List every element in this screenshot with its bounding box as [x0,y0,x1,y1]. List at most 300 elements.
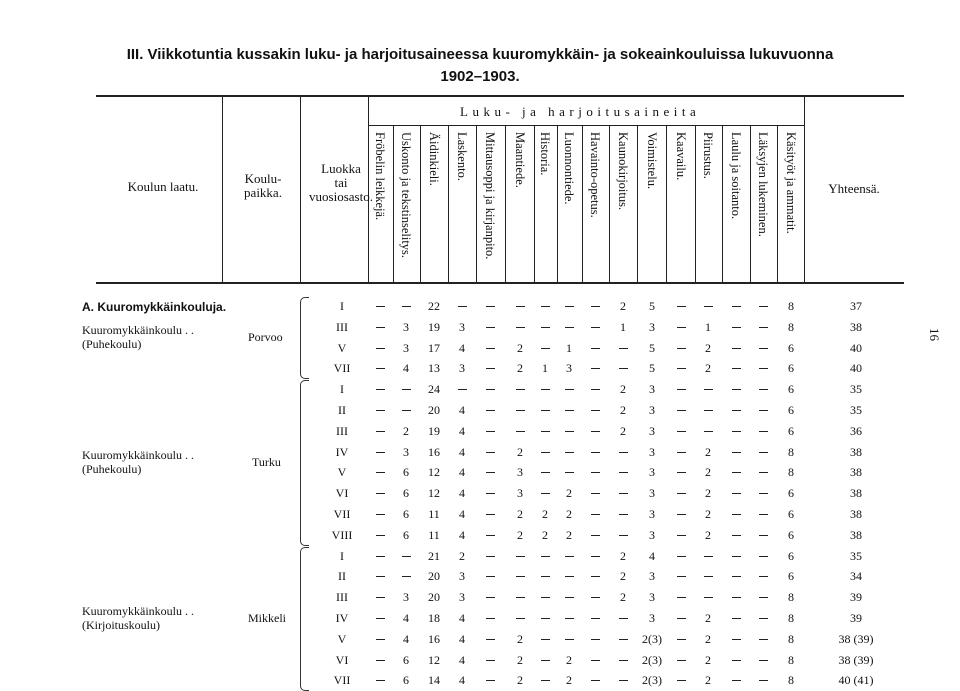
empty-cell-dash [565,389,574,390]
grade-label: II [338,569,346,584]
empty-cell-dash [704,431,713,432]
hours-cell: 6 [403,527,409,542]
grade-label: V [337,465,347,480]
empty-cell-dash [565,576,574,577]
empty-cell-dash [516,431,525,432]
empty-cell-dash [759,514,768,515]
hours-cell: 12 [428,465,440,480]
empty-cell-dash [732,348,741,349]
empty-cell-dash [376,618,385,619]
hours-cell: 2 [517,507,523,521]
empty-cell-dash [732,680,741,681]
hours-cell: 4 [459,465,465,480]
hours-cell: 6 [788,569,794,584]
empty-cell-dash [759,368,768,369]
empty-cell-dash [516,576,525,577]
hours-cell: 2 [705,486,711,501]
subject-header: Piirustus. [701,132,715,179]
empty-cell-dash [565,452,574,453]
empty-cell-dash [565,618,574,619]
empty-cell-dash [677,493,686,494]
hours-cell: 4 [459,444,465,459]
empty-cell-dash [402,389,411,390]
table-rule [666,125,667,283]
empty-cell-dash [732,410,741,411]
hours-cell: 2 [620,382,626,397]
row-total: 38 [850,507,862,521]
grade-label: III [336,423,348,438]
empty-cell-dash [541,576,550,577]
hours-cell: 2 [517,527,523,542]
hours-cell: 2 [542,507,548,521]
hours-cell: 3 [403,590,409,605]
empty-cell-dash [516,618,525,619]
table-title [0,46,960,63]
empty-cell-dash [591,348,600,349]
empty-cell-dash [486,535,495,536]
hours-cell: 2 [705,652,711,667]
empty-cell-dash [541,410,550,411]
hours-cell: 12 [428,486,440,501]
empty-cell-dash [677,576,686,577]
hours-cell: 4 [459,611,465,625]
hours-cell: 2 [517,444,523,459]
subject-header: Uskonto ja tekstinselitys. [399,132,413,259]
hours-cell: 6 [788,382,794,397]
table-rule [722,125,723,283]
empty-cell-dash [732,472,741,473]
empty-cell-dash [732,597,741,598]
grade-label: VII [333,673,351,688]
empty-cell-dash [732,368,741,369]
hours-cell: 24 [428,382,440,397]
hours-cell: 1 [542,361,548,376]
grade-label: VII [333,361,351,376]
table-rule [557,125,558,283]
hours-cell: 8 [788,319,794,334]
grade-label: VI [335,652,349,667]
table-rule [534,125,535,283]
hours-cell: 14 [428,673,440,688]
empty-cell-dash [591,556,600,557]
hours-cell: 6 [403,465,409,480]
hours-cell: 3 [403,444,409,459]
table-rule [637,125,638,283]
hours-cell: 2 [620,569,626,584]
hours-cell: 4 [459,673,465,688]
hours-cell: 2 [705,465,711,480]
hours-cell: 3 [403,319,409,334]
empty-cell-dash [541,639,550,640]
hours-cell: 3 [517,465,523,480]
hours-cell: 5 [649,340,655,355]
hours-cell: 4 [459,486,465,501]
empty-cell-dash [677,514,686,515]
section-label: A. Kuuromykkäinkouluja. [82,300,227,314]
table-rule [582,125,583,283]
subject-header: Kaavailu. [674,132,688,181]
hours-cell: 8 [788,590,794,605]
empty-cell-dash [402,306,411,307]
row-total: 38 [850,527,862,542]
hours-cell: 4 [459,507,465,521]
empty-cell-dash [541,327,550,328]
empty-cell-dash [516,597,525,598]
hours-cell: 8 [788,673,794,688]
empty-cell-dash [677,410,686,411]
hours-cell: 6 [403,507,409,521]
hours-cell: 2 [705,361,711,376]
hours-cell: 3 [459,569,465,584]
hours-cell: 3 [403,340,409,355]
hours-cell: 2 [620,548,626,563]
empty-cell-dash [458,389,467,390]
hours-cell: 16 [428,631,440,646]
hours-cell: 2 [705,631,711,646]
empty-cell-dash [591,431,600,432]
hours-cell: 2 [566,652,572,667]
empty-cell-dash [619,618,628,619]
grade-label: V [337,340,347,355]
empty-cell-dash [759,389,768,390]
hours-cell: 2 [566,673,572,688]
empty-cell-dash [677,348,686,349]
empty-cell-dash [402,576,411,577]
row-total: 38 (39) [838,652,874,667]
header-koulun-laatu: Koulun laatu. [127,179,199,194]
row-total: 38 [850,465,862,480]
empty-cell-dash [704,597,713,598]
empty-cell-dash [591,493,600,494]
hours-cell: 3 [566,361,572,376]
school-brace [300,547,309,691]
empty-cell-dash [677,660,686,661]
empty-cell-dash [376,368,385,369]
empty-cell-dash [516,306,525,307]
empty-cell-dash [704,556,713,557]
empty-cell-dash [541,618,550,619]
empty-cell-dash [516,389,525,390]
hours-cell: 3 [649,507,655,521]
table-title-line1: Viikkotuntia kussakin luku- ja harjoitusaineessa kuuromykkäin- ja sokeainkouluissa lukuvuonna [147,46,834,63]
empty-cell-dash [541,680,550,681]
hours-cell: 3 [459,361,465,376]
empty-cell-dash [541,660,550,661]
hours-cell: 6 [788,548,794,563]
empty-cell-dash [759,348,768,349]
empty-cell-dash [759,452,768,453]
row-total: 38 [850,444,862,459]
table-roman: III. [126,46,144,63]
empty-cell-dash [486,431,495,432]
hours-cell: 2 [517,652,523,667]
empty-cell-dash [759,472,768,473]
empty-cell-dash [376,576,385,577]
hours-cell: 4 [459,527,465,542]
empty-cell-dash [591,368,600,369]
hours-cell: 3 [649,527,655,542]
empty-cell-dash [565,410,574,411]
empty-cell-dash [541,306,550,307]
empty-cell-dash [619,660,628,661]
empty-cell-dash [541,452,550,453]
hours-cell: 6 [788,486,794,501]
empty-cell-dash [486,306,495,307]
empty-cell-dash [516,327,525,328]
hours-cell: 16 [428,444,440,459]
school-place: Turku [252,455,281,469]
subject-header: Fröbelin leikkejä. [373,132,387,221]
empty-cell-dash [591,576,600,577]
empty-cell-dash [486,576,495,577]
hours-cell: 2 [620,590,626,605]
hours-cell: 2 [459,548,465,563]
hours-cell: 6 [788,403,794,417]
hours-cell: 8 [788,652,794,667]
hours-cell: 6 [788,423,794,438]
empty-cell-dash [486,597,495,598]
school-brace [300,380,309,546]
table-rule [222,95,223,283]
empty-cell-dash [541,472,550,473]
empty-cell-dash [541,556,550,557]
hours-cell: 2(3) [642,673,662,688]
empty-cell-dash [704,306,713,307]
empty-cell-dash [376,389,385,390]
empty-cell-dash [516,410,525,411]
hours-cell: 3 [649,486,655,501]
empty-cell-dash [376,348,385,349]
hours-cell: 2(3) [642,652,662,667]
row-total: 40 [850,340,862,355]
subject-header: Laskento. [455,132,469,181]
empty-cell-dash [486,348,495,349]
empty-cell-dash [704,410,713,411]
subject-header: Läksyjen lukeminen. [756,132,770,237]
hours-cell: 4 [403,631,409,646]
row-total: 38 (39) [838,631,874,646]
table-rule [750,125,751,283]
hours-cell: 19 [428,423,440,438]
empty-cell-dash [376,431,385,432]
hours-cell: 2 [542,527,548,542]
row-total: 40 (41) [838,673,874,688]
empty-cell-dash [732,514,741,515]
header-yhteensa: Yhteensä. [828,181,880,196]
empty-cell-dash [402,410,411,411]
empty-cell-dash [591,514,600,515]
empty-cell-dash [486,556,495,557]
empty-cell-dash [732,431,741,432]
hours-cell: 4 [403,361,409,376]
hours-cell: 6 [403,486,409,501]
empty-cell-dash [376,306,385,307]
hours-cell: 19 [428,319,440,334]
empty-cell-dash [376,410,385,411]
empty-cell-dash [591,389,600,390]
hours-cell: 21 [428,548,440,563]
hours-cell: 20 [428,403,440,417]
empty-cell-dash [486,389,495,390]
hours-cell: 8 [788,631,794,646]
table-rule [505,125,506,283]
hours-cell: 4 [459,631,465,646]
grade-label: VII [333,507,351,521]
hours-cell: 2 [705,340,711,355]
empty-cell-dash [704,576,713,577]
subject-header: Voimistelu. [645,132,659,190]
hours-cell: 4 [459,423,465,438]
subject-header: Äidinkieli. [427,132,441,186]
empty-cell-dash [732,556,741,557]
empty-cell-dash [732,389,741,390]
subject-header: Maantiede. [513,132,527,188]
hours-cell: 3 [459,590,465,605]
hours-cell: 2 [705,444,711,459]
hours-cell: 1 [566,340,572,355]
subject-header: Historia. [538,132,552,176]
hours-cell: 6 [788,361,794,376]
row-total: 38 [850,319,862,334]
header-koulupaikka: Koulu- paikka. [244,171,282,200]
hours-cell: 3 [649,590,655,605]
hours-cell: 2 [705,507,711,521]
subject-header: Luonnontiede. [562,132,576,205]
empty-cell-dash [732,660,741,661]
empty-cell-dash [759,639,768,640]
empty-cell-dash [565,431,574,432]
empty-cell-dash [677,452,686,453]
empty-cell-dash [591,452,600,453]
empty-cell-dash [591,327,600,328]
empty-cell-dash [376,556,385,557]
table-rule [448,125,449,283]
hours-cell: 2 [705,611,711,625]
row-total: 39 [850,590,862,605]
empty-cell-dash [486,472,495,473]
empty-cell-dash [677,535,686,536]
hours-cell: 18 [428,611,440,625]
empty-cell-dash [677,472,686,473]
empty-cell-dash [376,639,385,640]
school-name: Kuuromykkäinkoulu . . (Kirjoituskoulu) [82,604,194,632]
row-total: 38 [850,486,862,501]
grade-label: I [340,382,344,397]
empty-cell-dash [677,639,686,640]
hours-cell: 4 [459,340,465,355]
empty-cell-dash [486,618,495,619]
subject-header: Käsityöt ja ammatit. [784,132,798,234]
hours-cell: 4 [403,611,409,625]
empty-cell-dash [619,348,628,349]
grade-label: VI [335,486,349,501]
empty-cell-dash [376,327,385,328]
row-total: 34 [850,569,862,584]
empty-cell-dash [732,576,741,577]
hours-cell: 2 [566,486,572,501]
empty-cell-dash [619,680,628,681]
table-rule [393,125,394,283]
empty-cell-dash [565,306,574,307]
hours-cell: 2 [566,527,572,542]
hours-cell: 4 [459,652,465,667]
empty-cell-dash [732,306,741,307]
empty-cell-dash [591,535,600,536]
row-total: 35 [850,403,862,417]
hours-cell: 8 [788,299,794,313]
empty-cell-dash [376,452,385,453]
empty-cell-dash [759,306,768,307]
subject-header: Mittausoppi ja kirjanpito. [483,132,497,260]
grade-label: I [340,548,344,563]
empty-cell-dash [759,680,768,681]
subject-header: Laulu ja soitanto. [729,132,743,220]
empty-cell-dash [732,452,741,453]
empty-cell-dash [619,368,628,369]
hours-cell: 11 [428,527,440,542]
empty-cell-dash [591,306,600,307]
empty-cell-dash [486,493,495,494]
hours-cell: 2 [620,299,626,313]
hours-cell: 8 [788,444,794,459]
table-rule [420,125,421,283]
empty-cell-dash [619,535,628,536]
table-rule [476,125,477,283]
empty-cell-dash [732,327,741,328]
hours-cell: 3 [649,569,655,584]
hours-cell: 11 [428,507,440,521]
empty-cell-dash [486,639,495,640]
empty-cell-dash [732,618,741,619]
hours-cell: 2 [517,673,523,688]
empty-cell-dash [759,535,768,536]
table-rule [96,282,904,284]
empty-cell-dash [677,597,686,598]
empty-cell-dash [591,639,600,640]
header-luokka: Luokka tai vuosiosasto. [309,161,373,204]
hours-cell: 3 [649,423,655,438]
empty-cell-dash [591,618,600,619]
empty-cell-dash [619,639,628,640]
page-number: 16 [927,328,942,341]
empty-cell-dash [376,493,385,494]
empty-cell-dash [591,660,600,661]
hours-cell: 3 [459,319,465,334]
empty-cell-dash [591,472,600,473]
empty-cell-dash [732,535,741,536]
empty-cell-dash [541,493,550,494]
hours-cell: 3 [649,319,655,334]
hours-cell: 3 [649,444,655,459]
empty-cell-dash [759,556,768,557]
hours-cell: 6 [788,527,794,542]
empty-cell-dash [732,493,741,494]
empty-cell-dash [486,680,495,681]
grade-label: III [336,590,348,605]
hours-cell: 6 [403,652,409,667]
empty-cell-dash [759,576,768,577]
hours-cell: 2 [403,423,409,438]
hours-cell: 3 [649,465,655,480]
empty-cell-dash [591,597,600,598]
school-brace [300,297,309,379]
empty-cell-dash [677,618,686,619]
hours-cell: 1 [705,319,711,334]
empty-cell-dash [677,368,686,369]
grade-label: IV [335,611,349,625]
hours-cell: 22 [428,299,440,313]
hours-cell: 2 [517,340,523,355]
